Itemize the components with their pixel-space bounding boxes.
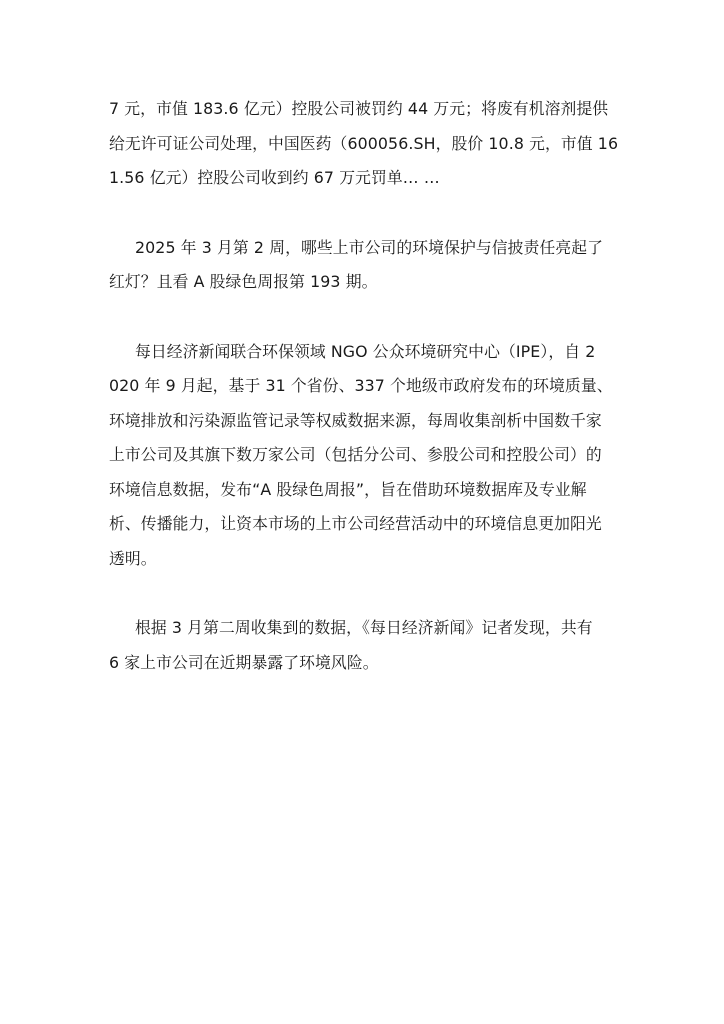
text-line: 根据 3 月第二周收集到的数据，《每日经济新闻》记者发现，共有: [135, 618, 593, 637]
text-line: 1.56 亿元）控股公司收到约 67 万元罚单… …: [109, 168, 440, 187]
text-line: 上市公司及其旗下数万家公司（包括分公司、参股公司和控股公司）的: [109, 445, 602, 464]
text-line: 020 年 9 月起，基于 31 个省份、337 个地级市政府发布的环境质量、: [109, 376, 613, 395]
text-line: 给无许可证公司处理，中国医药（600056.SH，股价 10.8 元，市值 16: [109, 133, 619, 153]
paragraph-spacer: [109, 300, 617, 335]
paragraph-spacer: [109, 196, 617, 231]
text-line: 析、传播能力，让资本市场的上市公司经营活动中的环境信息更加阳光: [109, 514, 602, 533]
text-line: 环境信息数据，发布“A 股绿色周报”，旨在借助环境数据库及专业解: [109, 479, 587, 499]
text-line: 环境排放和污染源监管记录等权威数据来源，每周收集剖析中国数千家: [109, 410, 602, 430]
paragraph-penalty-continuation: [109, 92, 617, 196]
paragraph-weekly-intro: [109, 231, 617, 300]
text-line: 透明。: [109, 548, 157, 568]
text-line: 7 元，市值 183.6 亿元）控股公司被罚约 44 万元；将废有机溶剂提供: [109, 99, 609, 118]
text-line: 每日经济新闻联合环保领域 NGO 公众环境研究中心（IPE），自 2: [135, 341, 596, 361]
paragraph-background: [109, 335, 617, 577]
text-line: 2025 年 3 月第 2 周，哪些上市公司的环境保护与信披责任亮起了: [135, 237, 604, 257]
paragraph-spacer: [109, 576, 617, 611]
document-page: [109, 92, 617, 680]
paragraph-findings: [109, 611, 617, 680]
text-line: 红灯？且看 A 股绿色周报第 193 期。: [109, 272, 378, 291]
text-line: 6 家上市公司在近期暴露了环境风险。: [109, 652, 379, 672]
